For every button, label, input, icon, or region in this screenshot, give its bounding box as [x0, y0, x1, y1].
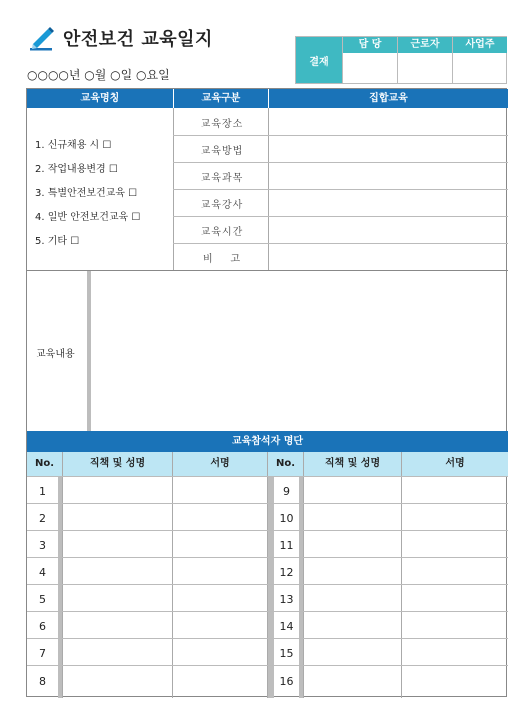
option-new-hire[interactable]: 1. 신규채용 시 ☐: [35, 140, 112, 151]
divider: [27, 557, 508, 558]
approval-col-owner[interactable]: [452, 37, 507, 83]
approval-col-manager[interactable]: [342, 37, 397, 83]
divider: [401, 452, 402, 698]
row-number: 6: [39, 620, 46, 633]
document-header: [27, 22, 507, 86]
education-name-header: 교육명칭: [27, 89, 173, 108]
row-number: 5: [39, 593, 46, 606]
divider: [27, 638, 508, 639]
row-label-instructor: 교육강사: [200, 200, 244, 211]
divider: [173, 162, 508, 163]
divider: [27, 530, 508, 531]
row-number: 4: [39, 566, 46, 579]
row-number: 10: [279, 512, 294, 525]
option-other[interactable]: 5. 기타 ☐: [35, 236, 80, 247]
row-number: 2: [39, 512, 46, 525]
approval-label: 결재: [296, 37, 342, 83]
approval-col-label: 근로자: [398, 37, 452, 53]
divider: [303, 452, 304, 698]
row-label-location: 교육장소: [200, 119, 244, 130]
divider: [27, 476, 508, 477]
page-title: 안전보건 교육일지: [63, 29, 213, 50]
education-type-header: 교육구분: [174, 89, 268, 108]
divider: [173, 135, 508, 136]
divider: [173, 216, 508, 217]
row-number: 16: [279, 675, 294, 688]
approval-col-worker[interactable]: [397, 37, 452, 83]
divider: [27, 584, 508, 585]
row-number: 13: [279, 593, 294, 606]
row-number: 9: [283, 485, 290, 498]
row-label-remarks: 비 고: [202, 254, 242, 265]
pencil-icon: [27, 24, 57, 52]
row-label-time: 교육시간: [200, 227, 244, 238]
row-number: 8: [39, 675, 46, 688]
col-header-no: No.: [27, 452, 62, 476]
divider: [27, 665, 508, 666]
option-special-safety[interactable]: 3. 특별안전보건교육 ☐: [35, 188, 138, 199]
approval-col-label: 사업주: [453, 37, 507, 53]
row-number: 15: [279, 647, 294, 660]
option-general-safety[interactable]: 4. 일반 안전보건교육 ☐: [35, 212, 141, 223]
row-number: 12: [279, 566, 294, 579]
divider: [172, 452, 173, 698]
row-number: 7: [39, 647, 46, 660]
divider: [27, 270, 508, 271]
col-header-name: 직책 및 성명: [304, 452, 401, 476]
divider: [27, 611, 508, 612]
col-header-name: 직책 및 성명: [63, 452, 172, 476]
divider: [62, 452, 63, 698]
option-task-change[interactable]: 2. 작업내용변경 ☐: [35, 164, 118, 175]
divider: [27, 503, 508, 504]
title-block: [27, 24, 213, 52]
content-divider-bar: [87, 271, 91, 431]
approval-col-label: 담 당: [343, 37, 397, 53]
row-number: 1: [39, 485, 46, 498]
education-form: [26, 88, 507, 697]
row-label-subject: 교육과목: [200, 173, 244, 184]
row-number: 14: [279, 620, 294, 633]
divider: [173, 243, 508, 244]
date-line: ○○○○년 ○월 ○일 ○요일: [27, 68, 170, 82]
approval-box: [295, 36, 507, 84]
col-header-sign: 서명: [173, 452, 267, 476]
divider: [267, 452, 268, 698]
row-label-method: 교육방법: [200, 146, 244, 157]
content-label: 교육내용: [36, 349, 75, 360]
row-number: 11: [279, 539, 294, 552]
row-number: 3: [39, 539, 46, 552]
col-header-sign: 서명: [402, 452, 508, 476]
attendees-title: 교육참석자 명단: [27, 431, 508, 452]
col-header-no: No.: [268, 452, 303, 476]
divider: [173, 189, 508, 190]
group-education-header: 집합교육: [269, 89, 508, 108]
